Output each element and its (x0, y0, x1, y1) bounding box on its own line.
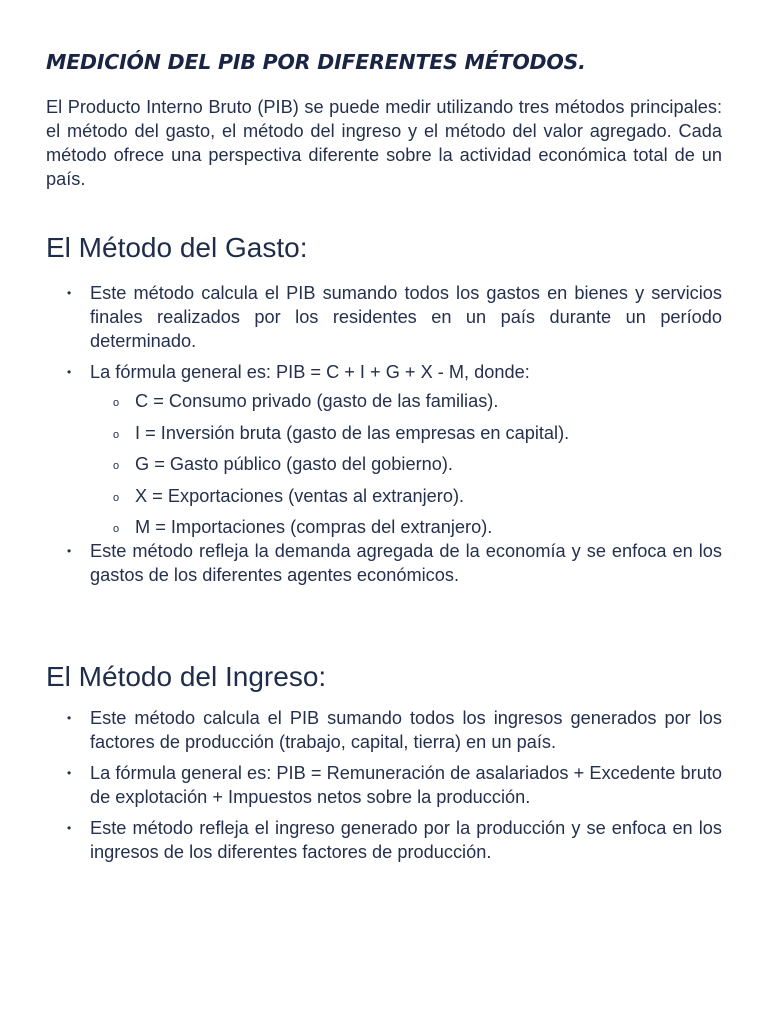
circle-bullet-icon: o (113, 523, 120, 535)
intro-paragraph: El Producto Interno Bruto (PIB) se puede medir utilizando tres métodos principales: el método del gasto, el método del ingreso y el método del valor agregado. Cada método ofrece una perspectiva diferente sobre la actividad económica total de un país. (46, 97, 722, 189)
list-item (46, 539, 722, 587)
gasto-bullet-list (46, 281, 722, 594)
sub-list-item (89, 515, 722, 539)
bullet-icon: • (67, 544, 72, 558)
sub-list-item (89, 421, 722, 445)
list-item-text: Este método calcula el PIB sumando todos los ingresos generados por los factores de producción (trabajo, capital, tierra) en un país. (90, 708, 722, 752)
list-item (46, 816, 722, 864)
sub-list-item-text: C = Consumo privado (gasto de las familias). (135, 391, 499, 411)
list-item (46, 360, 722, 539)
section-heading-gasto: El Método del Gasto: (46, 232, 308, 263)
sub-list-item (89, 452, 722, 476)
list-item-text: Este método refleja la demanda agregada de la economía y se enfoca en los gastos de los diferentes agentes económicos. (90, 541, 722, 585)
bullet-icon: • (67, 365, 72, 379)
list-item (46, 281, 722, 353)
bullet-icon: • (67, 711, 72, 725)
circle-bullet-icon: o (113, 491, 120, 504)
circle-bullet-icon: o (113, 428, 120, 441)
sub-list-item-text: I = Inversión bruta (gasto de las empresas en capital). (135, 422, 570, 443)
bullet-icon: • (67, 766, 72, 780)
list-item (46, 761, 722, 809)
list-item-text: La fórmula general es: PIB = Remuneración de asalariados + Excedente bruto de explotación + Impuestos netos sobre la producción. (90, 763, 722, 807)
list-item-text: La fórmula general es: PIB = C + I + G + X - M, donde: (90, 362, 530, 382)
circle-bullet-icon: o (113, 397, 120, 409)
bullet-icon: • (67, 286, 72, 300)
sub-list-item (89, 484, 722, 508)
document-title: MEDICIÓN DEL PIB POR DIFERENTES MÉTODOS. (46, 50, 586, 74)
list-item-text: Este método calcula el PIB sumando todos los gastos en bienes y servicios finales realizados por los residentes en un país durante un período determinado. (90, 283, 722, 351)
list-item-text: Este método refleja el ingreso generado por la producción y se enfoca en los ingresos de los diferentes factores de producción. (90, 818, 722, 862)
formula-components-list (90, 389, 722, 539)
ingreso-bullet-list (46, 706, 722, 871)
list-item (46, 706, 722, 754)
sub-list-item-text: X = Exportaciones (ventas al extranjero). (135, 485, 465, 506)
sub-list-item (89, 389, 722, 413)
bullet-icon: • (67, 821, 72, 835)
circle-bullet-icon: o (113, 460, 120, 472)
sub-list-item-text: G = Gasto público (gasto del gobierno). (135, 454, 453, 474)
sub-list-item-text: M = Importaciones (compras del extranjero). (135, 517, 493, 537)
section-heading-ingreso: El Método del Ingreso: (46, 661, 327, 692)
